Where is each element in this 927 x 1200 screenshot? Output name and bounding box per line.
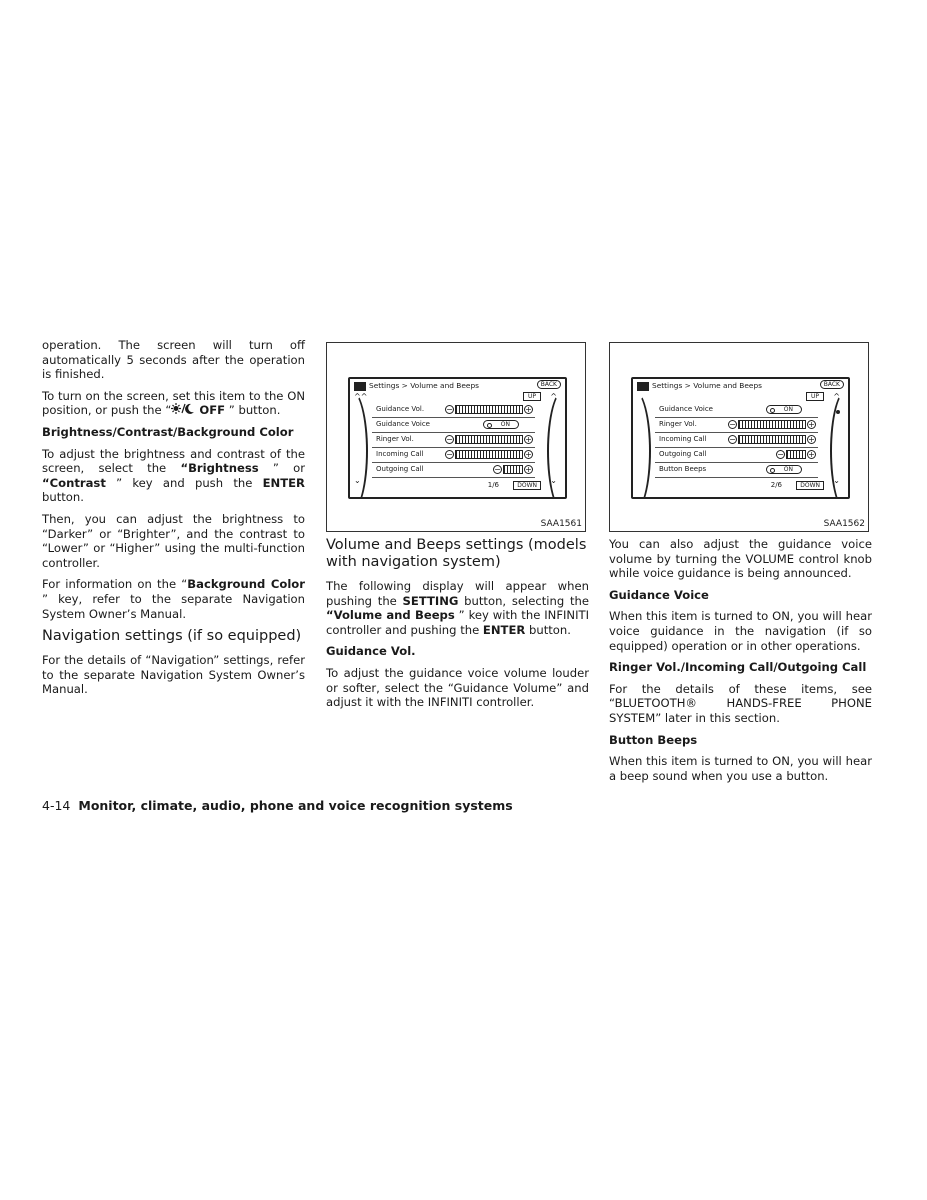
minus-icon: − bbox=[446, 404, 453, 414]
paragraph-button-beeps: When this item is turned to ON, you will hear a beep sound when you use a button. bbox=[609, 754, 872, 783]
paragraph-guidance-vol: To adjust the guidance voice volume louder or softer, select the “Guidance Volume” and adjust it with the INFINITI controller. bbox=[326, 665, 589, 710]
heading-button-beeps: Button Beeps bbox=[609, 732, 698, 747]
list-item: Guidance Vol. − + bbox=[372, 403, 535, 418]
volume-bar bbox=[503, 465, 523, 474]
paragraph-adjust-brightness: To adjust the brightness and contrast of the screen, select the “Brightness ” or “Contrast ” key and push the ENTER button. bbox=[42, 446, 305, 505]
up-button: UP bbox=[806, 392, 824, 401]
minus-icon: − bbox=[494, 464, 501, 474]
figure-volume-beeps-page1 bbox=[326, 342, 586, 532]
minus-icon: − bbox=[729, 434, 736, 444]
plus-icon: + bbox=[808, 434, 815, 444]
right-column bbox=[609, 537, 872, 790]
paragraph-guidance-voice: When this item is turned to ON, you will hear voice guidance in the navigation (if so equipped) operation or in other operations. bbox=[609, 609, 872, 653]
heading-brightness-contrast: Brightness/Contrast/Background Color bbox=[42, 424, 294, 439]
plus-icon: + bbox=[525, 404, 532, 414]
list-item: Incoming Call − + bbox=[372, 448, 535, 463]
volume-bar bbox=[738, 435, 806, 444]
screen-title: Settings > Volume and Beeps bbox=[637, 381, 762, 391]
scroll-down-right-icon: ⌄ bbox=[833, 476, 840, 485]
paragraph-screen-off: operation. The screen will turn off automatically 5 seconds after the operation is finished. bbox=[42, 338, 305, 382]
scroll-down-icon: ⌄ bbox=[354, 476, 361, 485]
middle-column bbox=[326, 537, 589, 717]
paragraph-navigation-details: For the details of “Navigation” settings, refer to the separate Navigation System Owner’s Manual. bbox=[42, 653, 305, 697]
settings-icon bbox=[637, 382, 649, 391]
screen-title: Settings > Volume and Beeps bbox=[354, 381, 479, 391]
list-item: Guidance Voice ON bbox=[372, 418, 535, 433]
paragraph-volume-knob: You can also adjust the guidance voice volume by turning the VOLUME control knob while voice guidance is being announced. bbox=[609, 537, 872, 581]
back-button: BACK bbox=[820, 380, 844, 389]
volume-bar bbox=[786, 450, 806, 459]
on-toggle: ON bbox=[483, 420, 519, 429]
page-indicator: 2/6 bbox=[770, 481, 782, 489]
scroll-up-right-icon: ^ bbox=[550, 392, 557, 401]
section-title: Monitor, climate, audio, phone and voice recognition systems bbox=[78, 798, 513, 813]
figure-code: SAA1562 bbox=[823, 519, 865, 529]
up-button: UP bbox=[523, 392, 541, 401]
display-screen bbox=[631, 377, 850, 499]
page-number: 4-14 bbox=[42, 798, 71, 813]
figure-code: SAA1561 bbox=[540, 519, 582, 529]
paragraph-display-appear: The following display will appear when pushing the SETTING button, selecting the “Volume and Beeps ” key with the INFINITI controller and pushing the ENTER button. bbox=[326, 579, 590, 637]
volume-bar bbox=[738, 420, 806, 429]
settings-list bbox=[655, 403, 818, 478]
left-column bbox=[42, 338, 305, 704]
list-item: Incoming Call − + bbox=[655, 433, 818, 448]
on-toggle: ON bbox=[766, 465, 802, 474]
heading-ringer-calls: Ringer Vol./Incoming Call/Outgoing Call bbox=[609, 660, 867, 675]
page-indicator: 1/6 bbox=[487, 481, 499, 489]
down-button: DOWN bbox=[796, 481, 824, 490]
list-item: Outgoing Call − + bbox=[372, 463, 535, 478]
back-button: BACK bbox=[537, 380, 561, 389]
day-night-icon bbox=[171, 403, 195, 417]
scroll-down-right-icon: ⌄ bbox=[550, 476, 557, 485]
list-item: Guidance Voice ON bbox=[655, 403, 818, 418]
minus-icon: − bbox=[446, 449, 453, 459]
figure-volume-beeps-page2 bbox=[609, 342, 869, 532]
on-toggle: ON bbox=[766, 405, 802, 414]
list-item: Button Beeps ON bbox=[655, 463, 818, 478]
volume-bar bbox=[455, 450, 523, 459]
volume-bar bbox=[455, 435, 523, 444]
plus-icon: + bbox=[525, 434, 532, 444]
page-footer bbox=[42, 798, 513, 813]
paragraph-turn-on-screen: To turn on the screen, set this item to the ON position, or push the “ OFF ” button. bbox=[42, 388, 305, 418]
down-button: DOWN bbox=[513, 481, 541, 490]
list-item: Ringer Vol. − + bbox=[655, 418, 818, 433]
plus-icon: + bbox=[808, 449, 815, 459]
heading-navigation-settings: Navigation settings (if so equipped) bbox=[42, 628, 302, 645]
heading-guidance-voice: Guidance Voice bbox=[609, 587, 709, 602]
heading-volume-beeps: Volume and Beeps settings (models with navigation system) bbox=[326, 537, 587, 570]
paragraph-background-color: For information on the “Background Color ” key, refer to the separate Navigation System Owner’s Manual. bbox=[42, 577, 305, 621]
scroll-up-icon: ^^ bbox=[354, 392, 368, 401]
minus-icon: − bbox=[777, 449, 784, 459]
list-item: Ringer Vol. − + bbox=[372, 433, 535, 448]
scroll-position-icon bbox=[836, 410, 840, 414]
volume-bar bbox=[455, 405, 523, 414]
plus-icon: + bbox=[525, 449, 532, 459]
list-item: Outgoing Call − + bbox=[655, 448, 818, 463]
minus-icon: − bbox=[446, 434, 453, 444]
plus-icon: + bbox=[808, 419, 815, 429]
minus-icon: − bbox=[729, 419, 736, 429]
heading-guidance-vol: Guidance Vol. bbox=[326, 644, 416, 659]
scroll-up-right-icon: ^ bbox=[833, 392, 840, 401]
paragraph-ringer-calls: For the details of these items, see “BLUETOOTH® HANDS-FREE PHONE SYSTEM” later in this section. bbox=[609, 681, 872, 725]
paragraph-brightness-levels: Then, you can adjust the brightness to “Darker” or “Brighter”, and the contrast to “Lower” or “Higher” using the multi-function controller. bbox=[42, 511, 305, 570]
settings-icon bbox=[354, 382, 366, 391]
plus-icon: + bbox=[525, 464, 532, 474]
settings-list bbox=[372, 403, 535, 478]
display-screen bbox=[348, 377, 567, 499]
